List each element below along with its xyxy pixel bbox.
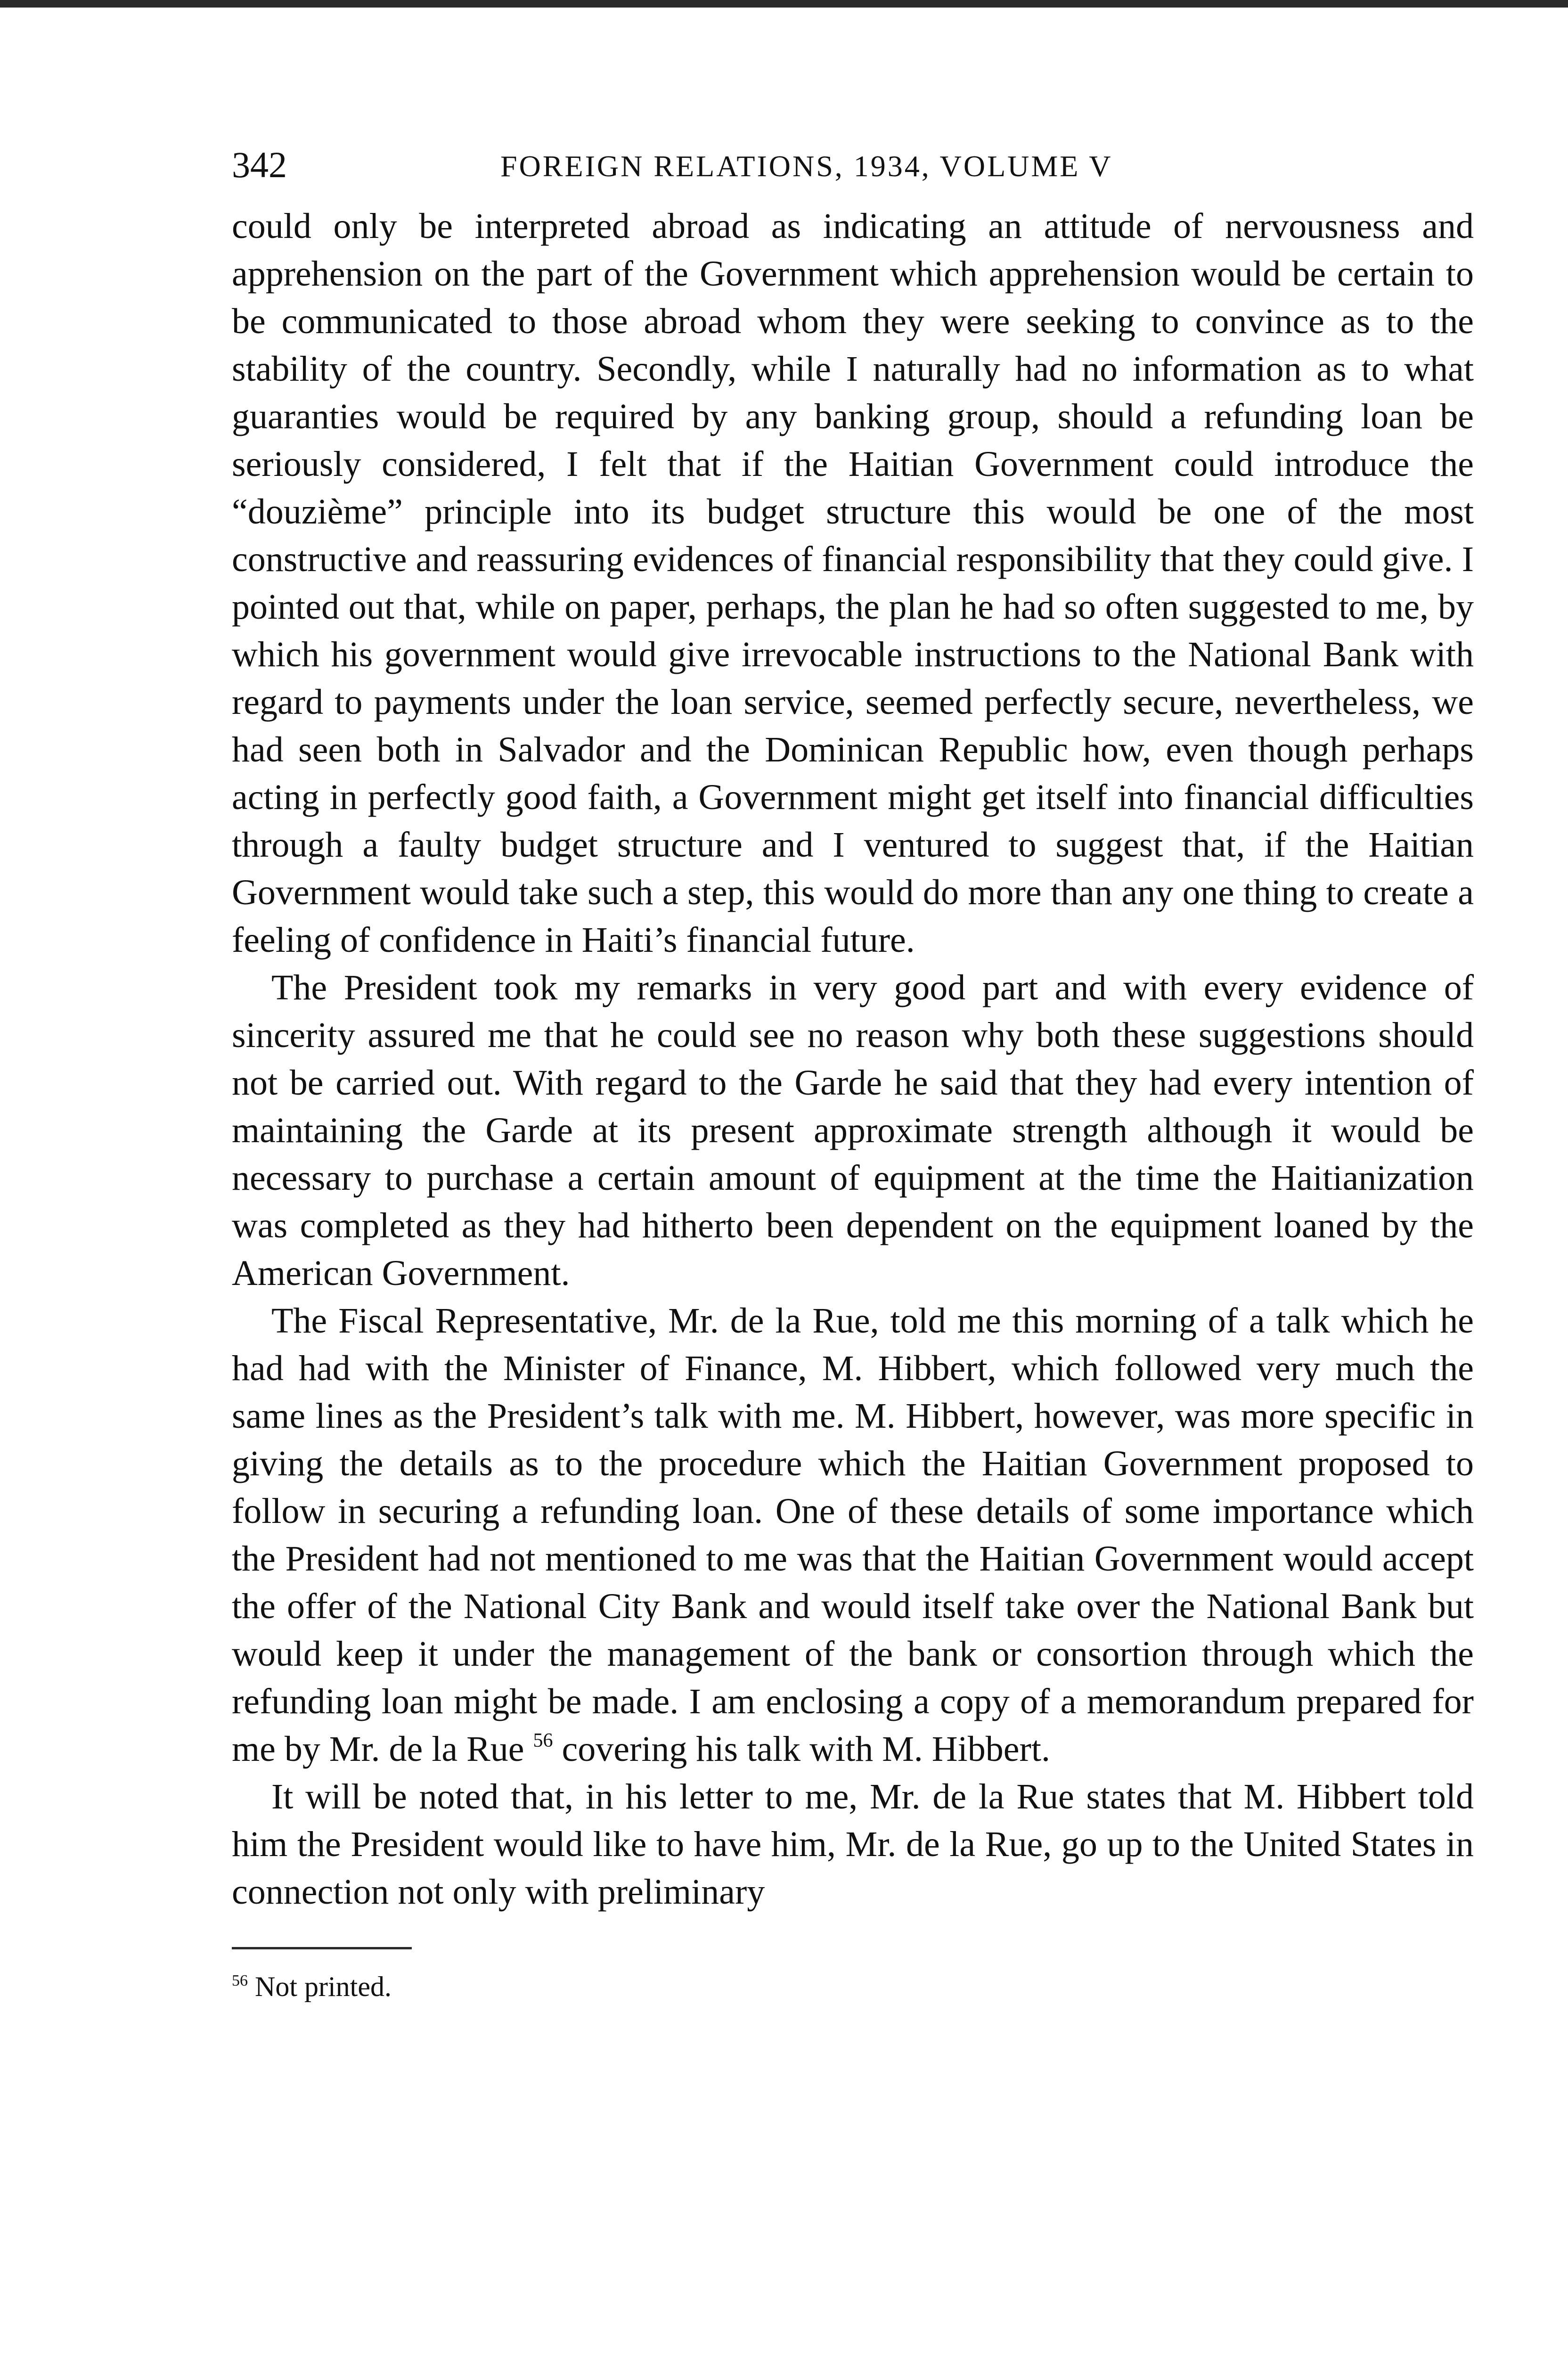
running-header	[232, 141, 1474, 203]
footnote-reference: 56	[533, 1730, 553, 1751]
footnote	[232, 1965, 1474, 2008]
document-page	[232, 141, 1474, 2008]
paragraph-3-tail: covering his talk with M. Hibbert.	[553, 1729, 1050, 1769]
paragraph-2: The President took my remarks in very good part and with every evidence of sincerity assured me that he could see no reason why both these suggestions should not be carried out. With regard to the Garde he said that they had every intention of maintaining the Garde at its present approximate strength although it would be necessary to purchase a certain amount of equipment at the time the Haitianization was completed as they had hitherto been dependent on the equipment loaned by the American Government.	[232, 968, 1474, 1293]
paragraph-1: could only be interpreted abroad as indicating an attitude of nervousness and apprehension on the part of the Government which apprehension would be certain to be communicated to those abroad whom they were seeking to convince as to the stability of the country. Secondly, while I naturally had no information as to what guaranties would be required by any banking group, should a refunding loan be seriously considered, I felt that if the Haitian Government could introduce the “douzième” principle into its budget structure this would be one of the most constructive and reassuring evidences of financial responsibility that they could give. I pointed out that, while on paper, perhaps, the plan he had so often suggested to me, by which his government would give irrevocable instructions to the National Bank with regard to payments under the loan service, seemed perfectly secure, nevertheless, we had seen both in Salvador and the Dominican Republic how, even though perhaps acting in perfectly good faith, a Government might get itself into financial difficulties through a faulty budget structure and I ventured to suggest that, if the Haitian Government would take such a step, this would do more than any one thing to create a feeling of confidence in Haiti’s financial future.	[232, 206, 1474, 960]
footnote-text: Not printed.	[255, 1971, 392, 2002]
footnote-divider	[232, 1947, 412, 1949]
paragraph-3	[232, 1297, 1474, 1773]
body-text	[232, 203, 1474, 1916]
paragraph-4: It will be noted that, in his letter to me, Mr. de la Rue states that M. Hibbert told him the President would like to have him, Mr. de la Rue, go up to the United States in connection not only with preliminary	[232, 1777, 1474, 1912]
top-border-rule	[0, 0, 1568, 8]
page-number: 342	[232, 144, 287, 185]
running-title: FOREIGN RELATIONS, 1934, VOLUME V	[500, 149, 1113, 183]
footnote-number: 56	[232, 1972, 248, 1989]
paragraph-3-text: The Fiscal Representative, Mr. de la Rue, told me this morning of a talk which he had had with the Minister of Finance, M. Hibbert, which followed very much the same lines as the President’s talk with me. M. Hibbert, however, was more specific in giving the details as to the procedure which the Haitian Government proposed to follow in securing a refunding loan. One of these details of some importance which the President had not mentioned to me was that the Haitian Government would accept the offer of the National City Bank and would itself take over the National Bank but would keep it under the management of the bank or consortion through which the refunding loan might be made. I am enclosing a copy of a memorandum prepared for me by Mr. de la Rue	[232, 1301, 1474, 1769]
